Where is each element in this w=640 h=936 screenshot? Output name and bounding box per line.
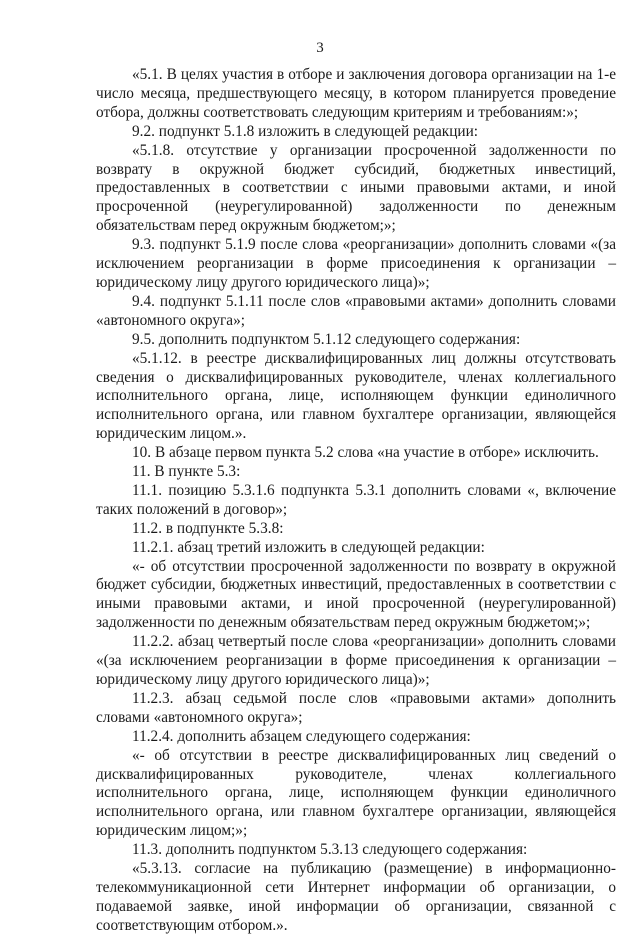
paragraph: 9.3. подпункт 5.1.9 после слова «реорганизации» дополнить словами «(за исключением реорганизации в форме присоединения к организации – юридическому лицу другого юридического лица)»; [96,236,616,291]
paragraph: «- об отсутствии просроченной задолженности по возврату в окружной бюджет субсидии, бюджетных инвестиций, предоставленных в соответствии с иными правовыми актами, и иной просроченной (неурегулированной) задолженности по денежным обязательствам перед окружным бюджетом;»; [96,557,616,632]
paragraph: 11.3. дополнить подпунктом 5.3.13 следующего содержания: [132,841,528,859]
paragraph: 11.2. в подпункте 5.3.8: [132,519,284,537]
paragraph: 10. В абзаце первом пункта 5.2 слова «на участие в отборе» исключить. [132,444,599,462]
paragraph: 11.2.2. абзац четвертый после слова «реорганизации» дополнить словами «(за исключением реорганизации в форме присоединения к организации – юридическому лицу другого юридического лица)»; [96,633,616,688]
paragraph: 11.2.3. абзац седьмой после слов «правовыми актами» дополнить словами «автономного округа»; [96,689,616,726]
paragraph: «5.3.13. согласие на публикацию (размещение) в информационно-телекоммуникационной сети Интернет информации об организации, о подаваемой заявке, иной информации об организации, связанной с соответствующим отбором.». [96,860,616,934]
paragraph: 11.2.4. дополнить абзацем следующего содержания: [132,727,471,745]
paragraph: 9.4. подпункт 5.1.11 после слов «правовыми актами» дополнить словами «автономного округа»; [96,292,616,329]
paragraph: 11.1. позицию 5.3.1.6 подпункта 5.3.1 дополнить словами «, включение таких положений в договор»; [96,481,616,518]
paragraph: «- об отсутствии в реестре дисквалифицированных лиц сведений о дисквалифицированных руководителе, членах коллегиального исполнительного органа, лице, исполняющем функции единоличного исполнительного органа, или главном бухгалтере организации, являющейся юридическим лицом;»; [96,746,616,840]
paragraph: 11. В пункте 5.3: [132,463,241,481]
paragraph: «5.1.8. отсутствие у организации просроченной задолженности по возврату в окружной бюджет субсидий, бюджетных инвестиций, предоставленных в соответствии с иными правовыми актами, и иной просроченной (неурегулированной) задолженности по денежным обязательствам перед окружным бюджетом;»; [96,141,616,235]
paragraph: «5.1.12. в реестре дисквалифицированных лиц должны отсутствовать сведения о дисквалифицированных руководителе, членах коллегиального исполнительного органа, лице, исполняющем функции единоличного исполнительного органа, или главном бухгалтере организации, являющейся юридическим лицом.». [96,349,616,443]
document-body [96,66,616,936]
paragraph: 11.2.1. абзац третий изложить в следующей редакции: [132,538,485,556]
paragraph: «5.1. В целях участия в отборе и заключения договора организации на 1-е число месяца, предшествующего месяцу, в котором планируется проведение отбора, должны соответствовать следующим критериям и требованиям:»; [96,66,616,121]
paragraph: 9.2. подпункт 5.1.8 изложить в следующей редакции: [132,122,479,140]
page-number: 3 [316,40,324,56]
paragraph: 9.5. дополнить подпунктом 5.1.12 следующего содержания: [132,330,521,348]
